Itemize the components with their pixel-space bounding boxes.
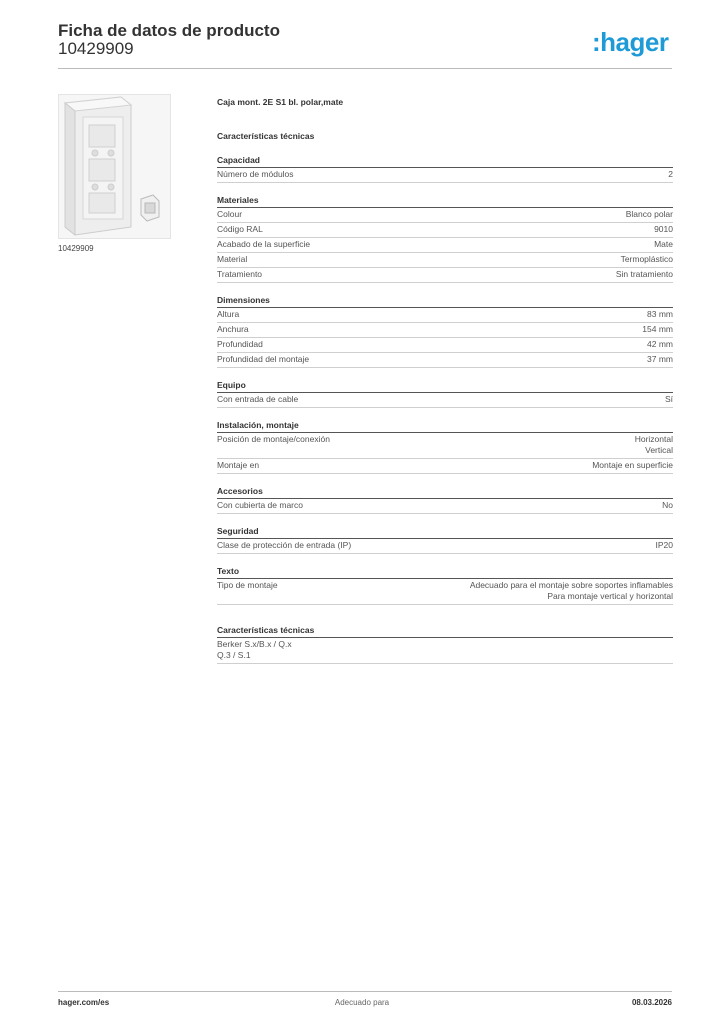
spec-values [616, 269, 673, 280]
spec-label: Tratamiento [217, 269, 263, 279]
spec-label: Posición de montaje/conexión [217, 434, 330, 444]
spec-label: Anchura [217, 324, 249, 334]
spec-row [217, 238, 673, 253]
spec-value: 9010 [654, 224, 673, 234]
spec-label: Clase de protección de entrada (IP) [217, 540, 352, 550]
spec-value: Termoplástico [620, 254, 673, 264]
spec-value: Sin tratamiento [615, 269, 673, 279]
spec-values [621, 254, 673, 265]
spec-label: Tipo de montaje [217, 580, 278, 590]
spec-section [217, 522, 673, 554]
spec-values [665, 394, 673, 405]
section-title: Seguridad [217, 522, 673, 539]
spec-value: Mate [654, 239, 673, 249]
tech-block [217, 625, 673, 664]
spec-label: Código RAL [217, 224, 263, 234]
spec-value: Para montaje vertical y horizontal [547, 591, 673, 601]
product-number: 10429909 [58, 39, 134, 58]
header-divider [58, 68, 672, 69]
spec-label: Con entrada de cable [217, 394, 299, 404]
spec-label: Material [217, 254, 248, 264]
spec-section [217, 191, 673, 283]
spec-row [217, 268, 673, 283]
spec-section [217, 151, 673, 183]
spec-row [217, 499, 673, 514]
spec-values [626, 209, 673, 220]
spec-row [217, 308, 673, 323]
spec-row [217, 433, 673, 459]
page-title: Ficha de datos de producto [58, 21, 280, 40]
spec-value: Sí [664, 394, 673, 404]
spec-values [656, 540, 674, 551]
spec-values [647, 309, 673, 320]
spec-values [635, 434, 673, 456]
spec-values [662, 500, 673, 511]
spec-row [217, 208, 673, 223]
spec-section [217, 376, 673, 408]
spec-row [217, 168, 673, 183]
spec-values [654, 239, 673, 250]
spec-label: Acabado de la superficie [217, 239, 311, 249]
spec-label: Colour [217, 209, 243, 219]
spec-label: Con cubierta de marco [217, 500, 303, 510]
section-title: Equipo [217, 376, 673, 393]
tech-block-line: Berker S.x/B.x / Q.x [217, 639, 292, 649]
section-title: Dimensiones [217, 291, 673, 308]
spec-values [668, 169, 673, 180]
spec-value: Horizontal [634, 434, 673, 444]
spec-value: Adecuado para el montaje sobre soportes inflamables [469, 580, 673, 590]
spec-label: Altura [217, 309, 240, 319]
spec-row [217, 223, 673, 238]
product-image [58, 94, 171, 239]
section-title: Texto [217, 562, 673, 579]
spec-values [647, 339, 673, 350]
image-caption: 10429909 [58, 244, 94, 253]
footer-divider [58, 991, 672, 992]
spec-values [592, 460, 673, 471]
spec-row [217, 353, 673, 368]
section-title: Instalación, montaje [217, 416, 673, 433]
spec-value: 42 mm [647, 339, 673, 349]
tech-heading: Características técnicas [217, 131, 315, 141]
spec-row [217, 253, 673, 268]
footer-website: hager.com/es [58, 998, 110, 1007]
spec-row [217, 323, 673, 338]
spec-sections [217, 151, 673, 605]
spec-row [217, 579, 673, 605]
footer-date: 08.03.2026 [631, 998, 672, 1007]
tech-block-line: Q.3 / S.1 [217, 649, 251, 660]
section-title: Capacidad [217, 151, 673, 168]
spec-label: Montaje en [217, 460, 260, 470]
spec-values [642, 324, 673, 335]
spec-value: 2 [668, 169, 673, 179]
spec-label: Profundidad [217, 339, 263, 349]
tech-block-title: Características técnicas [217, 625, 673, 638]
spec-section [217, 416, 673, 474]
footer-center-text: Adecuado para [334, 998, 390, 1007]
spec-value: No [662, 500, 673, 510]
spec-row [217, 393, 673, 408]
spec-label: Profundidad del montaje [217, 354, 310, 364]
spec-values [647, 354, 673, 365]
spec-section [217, 562, 673, 605]
spec-value: Montaje en superficie [592, 460, 673, 470]
section-title: Accesorios [217, 482, 673, 499]
spec-row [217, 539, 673, 554]
spec-value: IP20 [655, 540, 673, 550]
spec-values [654, 224, 673, 235]
spec-section [217, 482, 673, 514]
spec-label: Número de módulos [217, 169, 294, 179]
spec-values [470, 580, 673, 602]
spec-row [217, 459, 673, 474]
product-name: Caja mont. 2E S1 bl. polar,mate [217, 97, 344, 107]
hager-logo: :hager [592, 27, 669, 57]
product-details [217, 95, 673, 664]
spec-row [217, 338, 673, 353]
spec-value: 154 mm [642, 324, 673, 334]
spec-value: 83 mm [647, 309, 673, 319]
spec-value: Blanco polar [625, 209, 673, 219]
tech-block-body [217, 638, 673, 664]
spec-value: 37 mm [647, 354, 673, 364]
surface-box-illustration [59, 95, 172, 240]
spec-value: Vertical [645, 445, 673, 455]
spec-section [217, 291, 673, 368]
section-title: Materiales [217, 191, 673, 208]
